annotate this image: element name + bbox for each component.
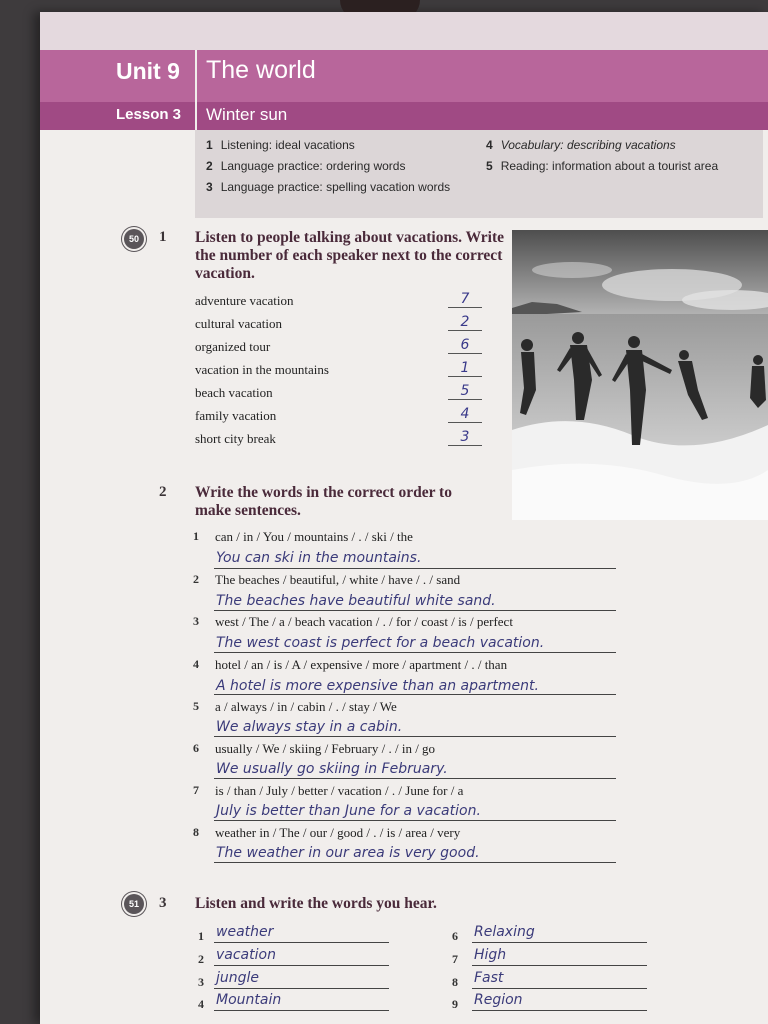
exercise-number: 1 <box>159 229 167 245</box>
vacation-answer[interactable]: 1 <box>448 360 482 377</box>
answer-line <box>214 652 616 653</box>
answer-line <box>472 988 647 989</box>
answer-line <box>214 820 616 821</box>
word-answer[interactable]: jungle <box>216 970 260 986</box>
sentence-prompt: is / than / July / better / vacation / . / June for / a <box>215 783 464 798</box>
word-answer[interactable]: weather <box>216 924 274 940</box>
word-number: 2 <box>198 952 204 966</box>
unit-label: Unit 9 <box>116 58 180 84</box>
audio-track-badge[interactable]: 50 <box>124 229 144 249</box>
answer-line <box>214 988 389 989</box>
vacation-answer[interactable]: 7 <box>448 291 482 308</box>
answer-line <box>214 942 389 943</box>
sentence-number: 7 <box>193 783 199 797</box>
word-answer[interactable]: Mountain <box>216 992 282 1008</box>
word-answer[interactable]: Fast <box>474 970 504 986</box>
sentence-number: 4 <box>193 657 199 671</box>
answer-line <box>214 610 616 611</box>
answer-line <box>214 736 616 737</box>
word-answer[interactable]: Relaxing <box>474 924 535 940</box>
word-number: 9 <box>452 997 458 1011</box>
sentence-answer[interactable]: A hotel is more expensive than an apartment. <box>216 678 539 694</box>
sentence-number: 5 <box>193 699 199 713</box>
sentence-prompt: can / in / You / mountains / . / ski / the <box>215 529 413 544</box>
sentence-prompt: weather in / The / our / good / . / is / area / very <box>215 825 461 840</box>
vacation-label: beach vacation <box>195 385 273 400</box>
sentence-prompt: west / The / a / beach vacation / . / for / coast / is / perfect <box>215 614 513 629</box>
vacation-label: vacation in the mountains <box>195 362 329 377</box>
word-answer[interactable]: vacation <box>216 947 276 963</box>
vacation-label: organized tour <box>195 339 271 354</box>
word-number: 3 <box>198 975 204 989</box>
word-number: 7 <box>452 952 458 966</box>
word-answer[interactable]: High <box>474 947 507 963</box>
exercise-instruction: Listen to people talking about vacations. Write the number of each speaker next to the correct vacation. <box>195 229 505 282</box>
header-separator <box>195 50 197 130</box>
word-answer[interactable]: Region <box>474 992 523 1008</box>
vacation-answer[interactable]: 4 <box>448 406 482 423</box>
word-number: 6 <box>452 929 458 943</box>
sentence-number: 2 <box>193 572 199 586</box>
sentence-prompt: a / always / in / cabin / . / stay / We <box>215 699 397 714</box>
word-number: 4 <box>198 997 204 1011</box>
objective-item: 5 Reading: information about a tourist area <box>486 159 719 173</box>
vacation-answer[interactable]: 6 <box>448 337 482 354</box>
answer-line <box>214 568 616 569</box>
exercise-number: 3 <box>159 895 167 911</box>
sentence-answer[interactable]: We always stay in a cabin. <box>216 719 403 735</box>
sentence-number: 3 <box>193 614 199 628</box>
sentence-answer[interactable]: The weather in our area is very good. <box>216 845 480 861</box>
vacation-answer[interactable]: 5 <box>448 383 482 400</box>
sentence-answer[interactable]: The west coast is perfect for a beach vacation. <box>216 635 545 651</box>
sentence-prompt: usually / We / skiing / February / . / in / go <box>215 741 436 756</box>
sentence-answer[interactable]: You can ski in the mountains. <box>216 550 422 566</box>
objective-item: 1 Listening: ideal vacations <box>206 138 355 152</box>
sentence-prompt: hotel / an / is / A / expensive / more / apartment / . / than <box>215 657 508 672</box>
sentence-number: 6 <box>193 741 199 755</box>
vacation-label: short city break <box>195 431 276 446</box>
exercise-instruction: Listen and write the words you hear. <box>195 895 437 912</box>
objective-item: 2 Language practice: ordering words <box>206 159 406 173</box>
exercise-number: 2 <box>159 484 167 500</box>
lesson-title: Winter sun <box>206 105 288 124</box>
answer-line <box>472 1010 647 1011</box>
answer-line <box>214 862 616 863</box>
answer-line <box>214 778 616 779</box>
vacation-answer[interactable]: 3 <box>448 429 482 446</box>
sentence-number: 8 <box>193 825 199 839</box>
lesson-label: Lesson 3 <box>116 106 182 123</box>
answer-line <box>472 965 647 966</box>
vacation-label: family vacation <box>195 408 277 423</box>
answer-line <box>214 965 389 966</box>
exercise-instruction: Write the words in the correct order to make sentences. <box>195 484 452 519</box>
answer-line <box>214 694 616 695</box>
audio-track-badge[interactable]: 51 <box>124 894 144 914</box>
vacation-label: adventure vacation <box>195 293 294 308</box>
vacation-label: cultural vacation <box>195 316 282 331</box>
unit-title: The world <box>206 56 316 84</box>
sentence-answer[interactable]: We usually go skiing in February. <box>216 761 448 777</box>
objective-item: 4 Vocabulary: describing vacations <box>486 138 676 152</box>
beach-photo <box>512 230 768 520</box>
sentence-answer[interactable]: The beaches have beautiful white sand. <box>216 593 496 609</box>
workbook-page <box>40 12 768 1024</box>
answer-line <box>472 942 647 943</box>
page-top-margin <box>40 12 768 52</box>
vacation-answer[interactable]: 2 <box>448 314 482 331</box>
sentence-prompt: The beaches / beautiful, / white / have / . / sand <box>215 572 461 587</box>
answer-line <box>214 1010 389 1011</box>
objective-item: 3 Language practice: spelling vacation words <box>206 180 451 194</box>
word-number: 1 <box>198 929 204 943</box>
word-number: 8 <box>452 975 458 989</box>
sentence-number: 1 <box>193 529 199 543</box>
sentence-answer[interactable]: July is better than June for a vacation. <box>216 803 481 819</box>
